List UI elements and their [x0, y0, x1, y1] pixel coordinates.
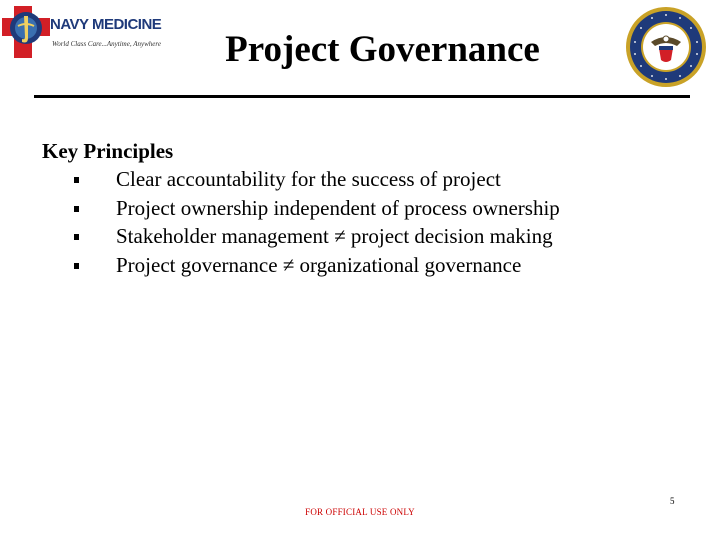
- department-of-navy-seal-icon: [625, 6, 707, 88]
- classification-footer: FOR OFFICIAL USE ONLY: [305, 507, 415, 517]
- bullet-text: Project governance ≠ organizational governance: [116, 252, 522, 277]
- bullet-list: [42, 165, 682, 279]
- bullet-text: Stakeholder management ≠ project decision making: [116, 224, 553, 248]
- logo-brand-text: NAVY MEDICINE: [50, 16, 162, 33]
- square-bullet-icon: [74, 234, 79, 240]
- square-bullet-icon: [74, 177, 79, 183]
- page-number: 5: [670, 496, 675, 506]
- bullet-text: Project ownership independent of process ownership: [116, 195, 560, 220]
- slide-title: Project Governance: [225, 29, 540, 70]
- list-item: [42, 165, 682, 194]
- square-bullet-icon: [74, 263, 79, 269]
- logo-tagline: World Class Care...Anytime, Anywhere: [52, 40, 161, 48]
- bullet-text: Clear accountability for the success of project: [116, 167, 501, 191]
- section-heading: Key Principles: [42, 139, 174, 163]
- list-item: [42, 251, 682, 280]
- slide-body: [42, 138, 682, 279]
- square-bullet-icon: [74, 206, 79, 212]
- list-item: [42, 194, 682, 223]
- list-item: [42, 222, 682, 251]
- title-divider: [34, 95, 690, 98]
